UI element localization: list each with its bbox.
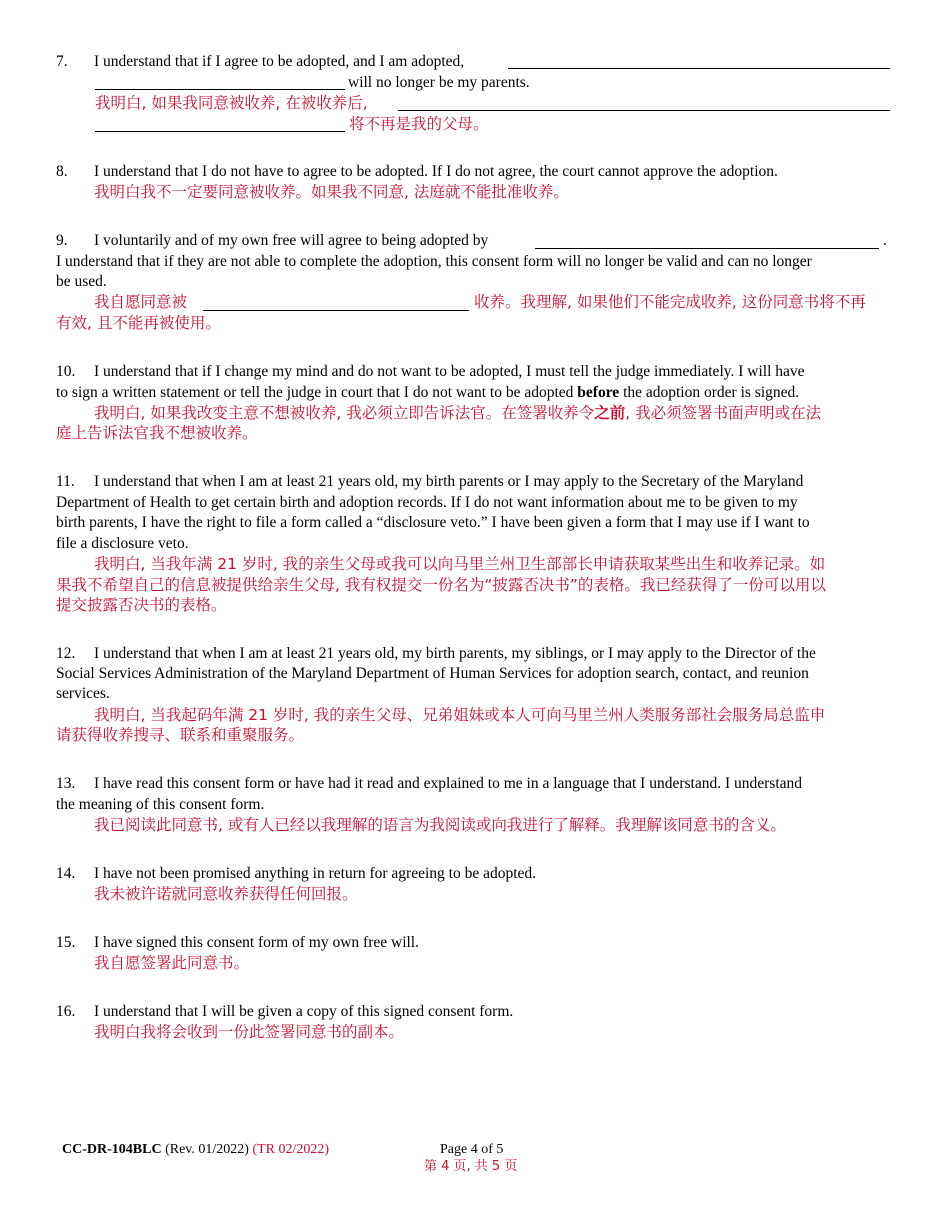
item-16-text: I understand that I will be given a copy of this signed consent form. (94, 1003, 514, 1020)
item-number: 7. (56, 53, 68, 70)
item-7-blank-1[interactable] (508, 68, 890, 69)
form-revision: (Rev. 01/2022) (165, 1142, 249, 1157)
item-14-zh (56, 884, 894, 905)
item-9-blank-adopter[interactable] (535, 248, 879, 249)
item-11-zh-a: 我明白, 当我年满 21 岁时, 我的亲生父母或我可以向马里兰州卫生部部长申请获取某些出生和收养记录。如 (94, 555, 826, 573)
item-number: 14. (56, 865, 76, 882)
item-number: 8. (56, 163, 68, 180)
item-number: 15. (56, 934, 76, 951)
item-7-zh-line1: 我明白, 如果我同意被收养, 在被收养后, (95, 94, 368, 112)
item-13-zh-text: 我已阅读此同意书, 或有人已经以我理解的语言为我阅读或向我进行了解释。我理解该同意书的含义。 (94, 816, 786, 834)
item-10-bold: before (577, 384, 620, 401)
item-10-zh-line1 (56, 403, 894, 424)
item-14-en (56, 864, 890, 885)
item-10-text: I understand that if I change my mind and do not want to be adopted, I must tell the judge immediately. I will have (94, 363, 805, 380)
item-7-zh-blank-1[interactable] (398, 110, 890, 111)
item-11-en-line2: Department of Health to get certain birth and adoption records. If I do not want information about me to be given to my (56, 494, 798, 511)
item-7-text: I understand that if I agree to be adopted, and I am adopted, (94, 53, 465, 70)
item-13-en-line2: the meaning of this consent form. (56, 796, 265, 813)
item-7-en-line1 (56, 52, 890, 73)
item-number: 11. (56, 473, 75, 490)
item-7-en-line2: will no longer be my parents. (348, 74, 530, 91)
footer-page-en: Page 4 of 5 (440, 1142, 504, 1157)
item-10-zh-a: 我明白, 如果我改变主意不想被收养, 我必须立即告诉法官。在签署收养令 (94, 404, 595, 422)
item-11-en-line1 (56, 472, 890, 493)
item-15-en (56, 933, 890, 954)
item-12-zh-line1 (56, 705, 894, 726)
item-7-zh-line2: 将不再是我的父母。 (349, 115, 489, 133)
item-14-text: I have not been promised anything in return for agreeing to be adopted. (94, 865, 537, 882)
item-9-zh-line1b: 收养。我理解, 如果他们不能完成收养, 这份同意书将不再 (474, 293, 866, 311)
translation-revision: (TR 02/2022) (252, 1142, 330, 1157)
item-11-zh-line3: 提交披露否决书的表格。 (56, 596, 227, 614)
item-number: 16. (56, 1003, 76, 1020)
item-9-en-line3: be used. (56, 273, 107, 290)
item-16-zh-text: 我明白我将会收到一份此签署同意书的副本。 (94, 1023, 405, 1041)
footer-page-zh: 第 4 页, 共 5 页 (424, 1159, 518, 1174)
item-number: 10. (56, 363, 76, 380)
item-7-zh-blank-2[interactable] (95, 131, 345, 132)
item-16-en (56, 1002, 890, 1023)
item-number: 9. (56, 232, 68, 249)
footer-form-id (62, 1141, 329, 1159)
item-12-zh-line2: 请获得收养搜寻、联系和重聚服务。 (56, 726, 305, 744)
item-9-zh-a: 我自愿同意被 (94, 293, 188, 311)
item-12-en-line1 (56, 644, 890, 665)
item-7-blank-2[interactable] (95, 89, 345, 90)
item-10-en-line1 (56, 362, 890, 383)
item-9-text: I voluntarily and of my own free will agree to being adopted by (94, 232, 489, 249)
item-11-zh-line1 (56, 554, 894, 575)
form-id: CC-DR-104BLC (62, 1142, 162, 1157)
item-9-zh-blank[interactable] (203, 310, 469, 311)
item-10-text-c: the adoption order is signed. (623, 384, 800, 401)
item-11-text: I understand that when I am at least 21 years old, my birth parents or I may apply to the Secretary of the Maryland (94, 473, 804, 490)
item-14-zh-text: 我未被许诺就同意收养获得任何回报。 (94, 885, 358, 903)
item-10-zh-b: , 我必须签署书面声明或在法 (625, 404, 822, 422)
item-13-text: I have read this consent form or have had it read and explained to me in a language that I understand. I understand (94, 775, 803, 792)
item-10-zh-line2: 庭上告诉法官我不想被收养。 (56, 424, 258, 442)
item-11-zh-line2: 果我不希望自己的信息被提供给亲生父母, 我有权提交一份名为“披露否决书”的表格。我已经获得了一份可以用以 (56, 576, 826, 594)
item-11-en-line4: file a disclosure veto. (56, 535, 189, 552)
item-9-en-line2: I understand that if they are not able to complete the adoption, this consent form will no longer be valid and can no longer (56, 253, 812, 270)
item-16-zh (56, 1022, 894, 1043)
item-10-en-line2 (56, 383, 890, 404)
item-13-en-line1 (56, 774, 890, 795)
item-12-text: I understand that when I am at least 21 years old, my birth parents, my siblings, or I may apply to the Director of the (94, 645, 816, 662)
item-12-en-line3: services. (56, 685, 110, 702)
item-12-en-line2: Social Services Administration of the Maryland Department of Human Services for adoption search, contact, and reunion (56, 665, 809, 682)
item-15-zh (56, 953, 894, 974)
item-8-zh-text: 我明白我不一定要同意被收养。如果我不同意, 法庭就不能批准收养。 (94, 183, 569, 201)
item-number: 13. (56, 775, 76, 792)
item-10-zh-bold: 之前 (594, 404, 626, 422)
item-11-en-line3: birth parents, I have the right to file a form called a “disclosure veto.” I have been given a form that I may use if I want to (56, 514, 810, 531)
item-number: 12. (56, 645, 76, 662)
item-12-zh-a: 我明白, 当我起码年满 21 岁时, 我的亲生父母、兄弟姐妹或本人可向马里兰州人类服务部社会服务局总监申 (94, 706, 826, 724)
item-10-text-b: to sign a written statement or tell the judge in court that I do not want to be adopted (56, 384, 574, 401)
item-9-zh-line2: 有效, 且不能再被使用。 (56, 314, 221, 332)
item-13-zh (56, 815, 894, 836)
item-15-zh-text: 我自愿签署此同意书。 (94, 954, 250, 972)
item-9-period: . (883, 232, 887, 249)
item-8-zh (56, 182, 894, 203)
item-15-text: I have signed this consent form of my own free will. (94, 934, 419, 951)
item-8-en (56, 162, 890, 183)
item-8-text: I understand that I do not have to agree to be adopted. If I do not agree, the court cannot approve the adoption. (94, 163, 778, 180)
